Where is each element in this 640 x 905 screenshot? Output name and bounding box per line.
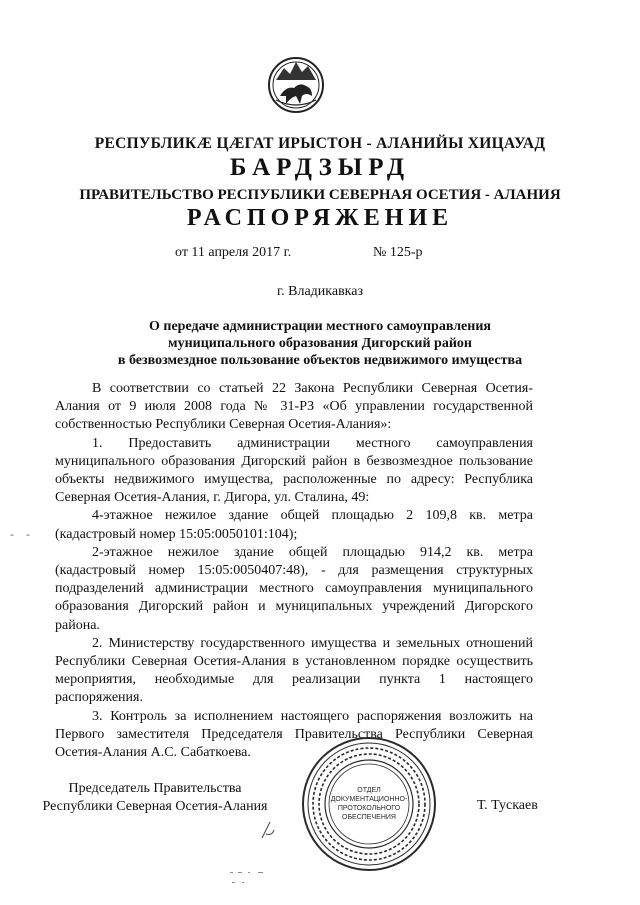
official-stamp — [300, 735, 438, 873]
document-title — [0, 318, 640, 369]
signature-mark — [258, 818, 278, 842]
signatory-name: Т. Тускаев — [477, 798, 538, 813]
date-number-line — [175, 245, 423, 261]
body-paragraph: 1. Предоставить администрации местного самоуправления муниципального образования Дигорский район в безвозмездное пользование объекты недвижимого имущества, расположенные по адресу: Республика Северная Осетия-Алания, г. Дигора, ул. Сталина, 49: — [55, 435, 533, 506]
document-date: от 11 апреля 2017 г. — [175, 245, 292, 260]
body-paragraph: 4-этажное нежилое здание общей площадью 2 109,8 кв. метра (кадастровый номер 15:05:0050101:104); — [55, 508, 533, 542]
scan-artifact — [228, 868, 288, 888]
title-line: О передаче администрации местного самоуправления — [149, 319, 491, 334]
title-line: в безвозмездное пользование объектов недвижимого имущества — [117, 353, 523, 368]
document-body — [55, 380, 533, 762]
header-bardzyrd: БАРДЗЫРД — [229, 154, 411, 181]
title-line: муниципального образования Дигорский район — [168, 336, 472, 351]
body-paragraph: 2-этажное нежилое здание общей площадью 914,2 кв. метра (кадастровый номер 15:05:0050407:48), - для размещения структурных подразделений администрации местного самоуправления муниципального образования Дигорский район и муниципальных учреждений Дигорского района. — [55, 544, 533, 633]
document-number: № 125-р — [373, 245, 423, 260]
header-government: ПРАВИТЕЛЬСТВО РЕСПУБЛИКИ СЕВЕРНАЯ ОСЕТИЯ - АЛАНИЯ — [79, 187, 561, 203]
position-line: Республики Северная Осетия-Алания — [42, 799, 268, 814]
coat-of-arms-emblem — [266, 52, 326, 118]
body-paragraph: В соответствии со статьей 22 Закона Республики Северная Осетия-Алания от 9 июля 2008 года № 31-РЗ «Об управлении государственной собственностью Республики Северная Осетия-Алания»: — [55, 381, 533, 433]
stamp-line: ДОКУМЕНТАЦИОННО- — [330, 796, 408, 803]
body-paragraph: 2. Министерству государственного имущества и земельных отношений Республики Северная Осетия-Алания в установленном порядке осуществить мероприятия, необходимые для реализации пункта 1 настоящего распоряжения. — [55, 635, 533, 706]
position-line: Председатель Правительства — [68, 781, 242, 796]
document-city: г. Владикавказ — [276, 284, 364, 299]
stamp-line: ОБЕСПЕЧЕНИЯ — [342, 814, 396, 821]
signatory-position — [20, 780, 290, 816]
header-rasporyazhenie: РАСПОРЯЖЕНИЕ — [186, 205, 454, 231]
margin-mark: - - — [10, 527, 30, 541]
header-republic-ossetian: РЕСПУБЛИКÆ ЦÆГАТ ИРЫСТОН - АЛАНИЙЫ ХИЦАУАД — [94, 135, 546, 152]
stamp-line: ОТДЕЛ — [357, 787, 381, 794]
body-paragraph: 3. Контроль за исполнением настоящего распоряжения возложить на Первого заместителя Председателя Правительства Республики Северная Осетия-Алания А.С. Сабаткоева. — [55, 708, 533, 761]
stamp-line: ПРОТОКОЛЬНОГО — [337, 805, 401, 812]
